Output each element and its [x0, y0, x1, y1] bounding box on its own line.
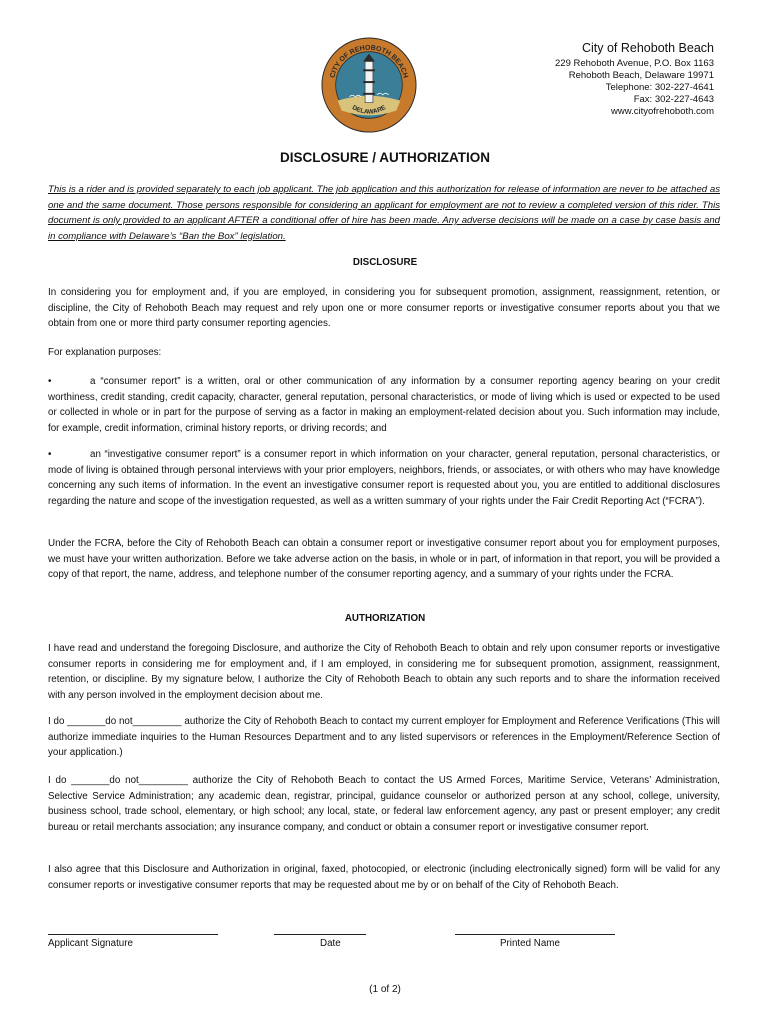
printed-name-line[interactable] — [455, 934, 615, 935]
applicant-signature-line[interactable] — [48, 934, 218, 935]
disclosure-paragraph-2: For explanation purposes: — [48, 347, 162, 358]
seal-ring-text-bottom: DELAWARE — [350, 104, 388, 116]
fax: Fax: 302-227-4643 — [633, 94, 714, 105]
telephone: Telephone: 302-227-4641 — [605, 82, 714, 93]
seal-ring-text-top: CITY OF REHOBOTH BEACH — [329, 44, 409, 79]
employer-contact-authorization: I do _______do not_________ authorize the City of Rehoboth Beach to contact my current employer for Employment and Reference Verifications (This will authorize immediate inquiries to the Human Resources Department and to any listed supervisors or references in the Employment/Reference Section of your application.) — [48, 716, 720, 758]
letterhead — [555, 40, 714, 118]
applicant-signature-label: Applicant Signature — [48, 938, 133, 949]
org-name: City of Rehoboth Beach — [581, 41, 714, 55]
disclosure-bullet-1 — [48, 374, 720, 436]
page-number: (1 of 2) — [369, 984, 401, 995]
address-line-1: 229 Rehoboth Avenue, P.O. Box 1163 — [555, 58, 714, 69]
disclosure-bullet-2 — [48, 447, 720, 509]
address-line-2: Rehoboth Beach, Delaware 19971 — [568, 70, 714, 81]
document-title: DISCLOSURE / AUTHORIZATION — [280, 150, 490, 165]
rider-notice: This is a rider and is provided separately to each job applicant. The job application and this authorization for release of information are never to be attached as one and the same document. Those persons responsible for considering an applicant for employment are not to review a completed version of this rider. This document is only provided to an applicant AFTER a conditional offer of hire has been made. Any adverse decisions will be made on a case by case basis and in compliance with Delaware’s “Ban the Box” legislation. — [48, 184, 720, 242]
authorization-heading: AUTHORIZATION — [344, 613, 426, 624]
bullet-marker: • — [48, 376, 52, 387]
bullet-1-text: a “consumer report” is a written, oral or other communication of any information by a consumer reporting agency bearing on your credit worthiness, credit standing, credit capacity, character, general reputation, personal characteristics, or mode of living which is used or expected to be used or collected in whole or in part for the purpose of serving as a factor in making an employment-related decision about you. Such information may include, for example, credit information, criminal history reports, or driving records; and — [48, 376, 720, 434]
disclosure-paragraph-3: Under the FCRA, before the City of Rehoboth Beach can obtain a consumer report or investigative consumer report about you for employment purposes, we must have your written authorization. Before we take adverse action on the basis, in whole or in part, of information in that report, you will be provided a copy of that report, the name, address, and telephone number of the consumer reporting agency, and a summary of your rights under the FCRA. — [48, 538, 720, 580]
disclosure-paragraph-1: In considering you for employment and, if you are employed, in considering you for subsequent promotion, assignment, reassignment, retention, or discipline, the City of Rehoboth Beach may request and rely upon one or more consumer reports or investigative consumer reports about you that we obtain from one or more third party consumer reporting agencies. — [48, 287, 720, 329]
date-line[interactable] — [274, 934, 366, 935]
bullet-marker: • — [48, 449, 52, 460]
authorization-paragraph-1: I have read and understand the foregoing Disclosure, and authorize the City of Rehoboth Beach to obtain and rely upon consumer reports or investigative consumer reports in considering me for employment and, if I am employed, in considering me for subsequent promotion, assignment, reassignment, retention, or discipline. By my signature below, I authorize the City of Rehoboth Beach to obtain any such reports and to share the information received with any person involved in the employment decision about me. — [48, 643, 720, 701]
disclosure-heading: DISCLOSURE — [352, 257, 418, 268]
city-seal-logo — [320, 36, 418, 134]
bullet-2-text: an “investigative consumer report” is a consumer report in which information on your character, general reputation, personal characteristics, or mode of living is obtained through personal interviews with your prior employers, neighbors, friends, or associates, or with others who may have knowledge concerning any such items of information. In the event an investigative consumer report is requested about you, you are entitled to additional disclosures regarding the nature and scope of the investigation requested, as well as a written summary of your rights under the Fair Credit Reporting Act (“FCRA”). — [48, 449, 720, 507]
website: www.cityofrehoboth.com — [611, 106, 714, 117]
printed-name-label: Printed Name — [500, 938, 560, 949]
date-label: Date — [320, 938, 341, 949]
authorization-validity-paragraph: I also agree that this Disclosure and Authorization in original, faxed, photocopied, or electronic (including electronically signed) form will be valid for any consumer reports or investigative consumer reports that may be requested about me by or on behalf of the City of Rehoboth Beach. — [48, 864, 720, 891]
agency-contact-authorization: I do _______do not_________ authorize the City of Rehoboth Beach to contact the US Armed Forces, Maritime Service, Veterans’ Administration, Selective Service Administration; any academic dean, registrar, principal, guidance counselor or authorized person at any school, college, university, business school, trade school, elementary, or high school; any local, state, or federal law enforcement agency, any past or present employer; any credit bureau or retail merchants association; any insurance company, and conduct or obtain a consumer report or investigative consumer report. — [48, 775, 720, 833]
